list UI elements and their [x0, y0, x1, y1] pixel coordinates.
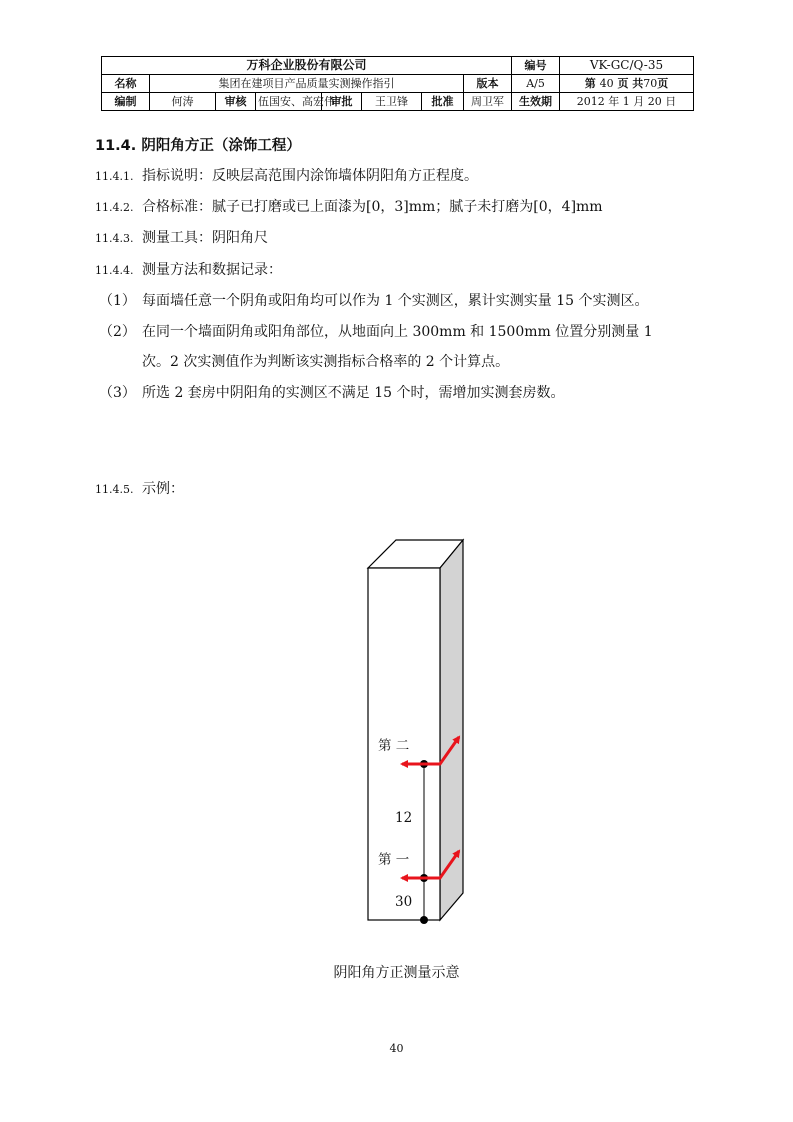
reviewer-value: 伍国安、高宏伟: [256, 93, 322, 111]
name-value: 集团在建项目产品质量实测操作指引: [150, 75, 464, 93]
spec-line-3: [95, 228, 268, 249]
label-second: 第 二: [378, 738, 410, 754]
spec-text: 合格标准：腻子已打磨或已上面漆为[0，3]mm；腻子未打磨为[0，4]mm: [142, 199, 603, 215]
page-prefix: 第: [584, 77, 596, 90]
corner-measurement-diagram: [340, 530, 490, 940]
version-value: A/5: [512, 75, 560, 93]
code-label: 编号: [512, 57, 560, 75]
item-text: 每面墙任意一个阴角或阳角均可以作为 1 个实测区，累计实测实量 15 个实测区。: [142, 293, 649, 309]
name-label: 名称: [102, 75, 150, 93]
method-item-2-continued: 次。2 次实测值作为判断该实测指标合格率的 2 个计算点。: [142, 354, 510, 370]
page-total: 70: [643, 77, 658, 90]
spec-number: 11.4.1.: [95, 170, 134, 183]
section-title: 11.4. 阴阳角方正（涂饰工程）: [95, 138, 301, 154]
approver-value: 王卫锋: [362, 93, 422, 111]
item-text: 在同一个墙面阴角或阳角部位，从地面向上 300mm 和 1500mm 位置分别测量 1: [142, 324, 653, 340]
approver-label: 审批: [322, 93, 362, 111]
version-label: 版本: [464, 75, 512, 93]
spec-line-2: [95, 197, 603, 218]
dimension-upper: 12: [395, 810, 413, 826]
spec-text: 测量工具：阴阳角尺: [142, 230, 268, 246]
author-value: 何涛: [150, 93, 216, 111]
item-text: 所选 2 套房中阴阳角的实测区不满足 15 个时，需增加实测套房数。: [142, 385, 565, 401]
page-current: 40: [599, 77, 614, 90]
page-mid: 页 共: [617, 77, 644, 90]
spec-number: 11.4.2.: [95, 201, 134, 214]
method-item-3: [99, 383, 565, 403]
item-number: （3）: [99, 385, 136, 401]
spec-number: 11.4.3.: [95, 232, 134, 245]
effective-value: 2012 年 1 月 20 日: [560, 93, 694, 111]
document-header-table: [101, 56, 694, 111]
author-label: 编制: [102, 93, 150, 111]
reviewer-label: 审核: [216, 93, 256, 111]
ratifier-value: 周卫军: [464, 93, 512, 111]
method-item-1: [99, 291, 649, 311]
example-number: 11.4.5.: [95, 483, 134, 496]
spec-text: 指标说明：反映层高范围内涂饰墙体阴阳角方正程度。: [142, 168, 478, 184]
example-text: 示例：: [142, 481, 184, 497]
spec-line-1: [95, 166, 478, 187]
company-name: 万科企业股份有限公司: [102, 57, 512, 75]
page-info: [560, 75, 694, 93]
code-value: VK-GC/Q-35: [560, 57, 694, 75]
item-number: （1）: [99, 293, 136, 309]
dimension-lower: 30: [395, 894, 413, 910]
diagram-caption: 阴阳角方正测量示意: [333, 965, 460, 981]
spec-number: 11.4.4.: [95, 264, 134, 277]
page-suffix: 页: [657, 77, 669, 90]
spec-line-4: [95, 260, 282, 281]
ratifier-label: 批准: [422, 93, 464, 111]
example-heading: [95, 479, 184, 500]
method-item-2: [99, 322, 653, 342]
item-number: （2）: [99, 324, 136, 340]
spec-text: 测量方法和数据记录：: [142, 262, 282, 278]
base-point: [420, 916, 428, 924]
label-first: 第 一: [378, 852, 410, 868]
page-number: 40: [389, 1042, 404, 1055]
effective-label: 生效期: [512, 93, 560, 111]
